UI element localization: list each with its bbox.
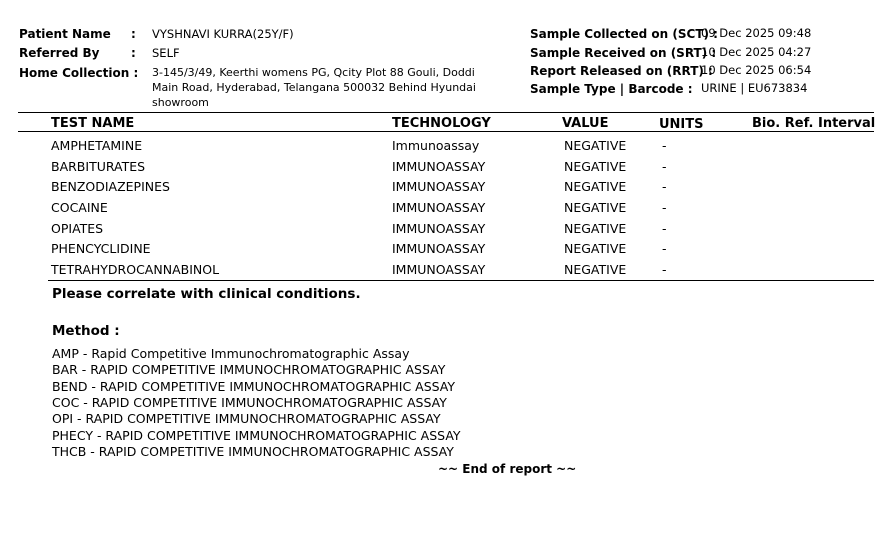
technology-cell: IMMUNOASSAY [392, 221, 486, 236]
table-row [0, 138, 887, 159]
table-row [0, 200, 887, 221]
value-cell: NEGATIVE [564, 221, 627, 236]
sample-received-value: 10 Dec 2025 04:27 [701, 45, 812, 59]
table-row [0, 221, 887, 242]
header-units: UNITS [659, 117, 704, 132]
technology-cell: IMMUNOASSAY [392, 200, 486, 215]
value-cell: NEGATIVE [564, 138, 627, 153]
sample-received-label: Sample Received on (SRT) : [530, 46, 717, 60]
sample-collected-value: 09 Dec 2025 09:48 [701, 26, 812, 40]
technology-cell: IMMUNOASSAY [392, 241, 486, 256]
address-line-2: Main Road, Hyderabad, Telangana 500032 Behind Hyundai [152, 81, 476, 94]
units-cell: - [662, 241, 667, 256]
value-cell: NEGATIVE [564, 200, 627, 215]
table-top-rule [18, 112, 874, 113]
header-bio-ref-interval: Bio. Ref. Interval [752, 116, 876, 131]
technology-cell: Immunoassay [392, 138, 480, 153]
method-line: COC - RAPID COMPETITIVE IMMUNOCHROMATOGRAPHIC ASSAY [52, 395, 447, 410]
address-line-3: showroom [152, 96, 209, 109]
patient-name-value: VYSHNAVI KURRA(25Y/F) [152, 27, 294, 41]
header-test-name: TEST NAME [51, 116, 135, 131]
units-cell: - [662, 221, 667, 236]
units-cell: - [662, 179, 667, 194]
test-name-cell: BENZODIAZEPINES [51, 179, 170, 194]
sample-type-label: Sample Type | Barcode : [530, 82, 693, 96]
test-name-cell: BARBITURATES [51, 159, 146, 174]
value-cell: NEGATIVE [564, 241, 627, 256]
referred-by-value: SELF [152, 46, 180, 60]
test-name-cell: OPIATES [51, 221, 104, 236]
patient-name-label: Patient Name [19, 27, 111, 41]
method-line: BEND - RAPID COMPETITIVE IMMUNOCHROMATOGRAPHIC ASSAY [52, 379, 456, 394]
home-collection-label: Home Collection : [19, 66, 139, 80]
header-value: VALUE [562, 116, 609, 131]
technology-cell: IMMUNOASSAY [392, 159, 486, 174]
table-row [0, 159, 887, 180]
table-bottom-rule [48, 280, 874, 281]
units-cell: - [662, 262, 667, 277]
report-released-label: Report Released on (RRT) : [530, 64, 713, 78]
address-line-1: 3-145/3/49, Keerthi womens PG, Qcity Plot 88 Gouli, Doddi [152, 66, 475, 79]
method-line: AMP - Rapid Competitive Immunochromatographic Assay [52, 346, 410, 361]
value-cell: NEGATIVE [564, 179, 627, 194]
sample-collected-label: Sample Collected on (SCT) : [530, 27, 718, 41]
patient-name-colon: : [131, 27, 136, 41]
units-cell: - [662, 200, 667, 215]
value-cell: NEGATIVE [564, 262, 627, 277]
technology-cell: IMMUNOASSAY [392, 262, 486, 277]
header-technology: TECHNOLOGY [392, 116, 491, 131]
table-row [0, 179, 887, 200]
value-cell: NEGATIVE [564, 159, 627, 174]
method-title: Method : [52, 323, 120, 339]
method-line: BAR - RAPID COMPETITIVE IMMUNOCHROMATOGRAPHIC ASSAY [52, 362, 446, 377]
method-line: THCB - RAPID COMPETITIVE IMMUNOCHROMATOGRAPHIC ASSAY [52, 444, 454, 459]
test-name-cell: PHENCYCLIDINE [51, 241, 151, 256]
referred-by-label: Referred By [19, 46, 100, 60]
sample-type-value: URINE | EU673834 [701, 81, 808, 95]
table-header-rule [18, 131, 874, 132]
table-row [0, 241, 887, 262]
end-of-report: ~~ End of report ~~ [438, 462, 577, 476]
units-cell: - [662, 159, 667, 174]
technology-cell: IMMUNOASSAY [392, 179, 486, 194]
method-line: OPI - RAPID COMPETITIVE IMMUNOCHROMATOGRAPHIC ASSAY [52, 411, 441, 426]
test-name-cell: COCAINE [51, 200, 108, 215]
units-cell: - [662, 138, 667, 153]
referred-by-colon: : [131, 46, 136, 60]
clinical-note: Please correlate with clinical conditions. [52, 286, 361, 302]
method-line: PHECY - RAPID COMPETITIVE IMMUNOCHROMATOGRAPHIC ASSAY [52, 428, 461, 443]
report-released-value: 10 Dec 2025 06:54 [701, 63, 812, 77]
test-name-cell: AMPHETAMINE [51, 138, 143, 153]
test-name-cell: TETRAHYDROCANNABINOL [51, 262, 220, 277]
